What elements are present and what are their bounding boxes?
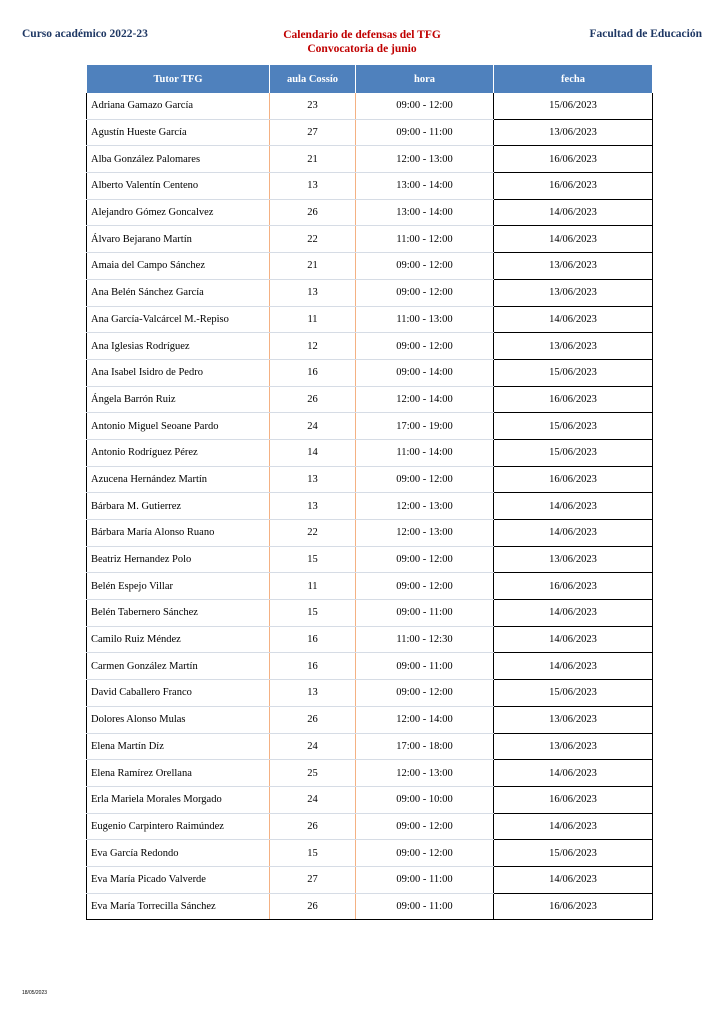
cell-tutor: Bárbara María Alonso Ruano bbox=[87, 520, 270, 547]
cell-fecha: 15/06/2023 bbox=[494, 439, 653, 466]
cell-hora: 17:00 - 18:00 bbox=[356, 733, 494, 760]
table-body bbox=[87, 93, 653, 920]
cell-tutor: Elena Ramírez Orellana bbox=[87, 760, 270, 787]
cell-aula: 13 bbox=[270, 466, 356, 493]
cell-fecha: 14/06/2023 bbox=[494, 813, 653, 840]
table-row bbox=[87, 306, 653, 333]
table-row bbox=[87, 226, 653, 253]
cell-fecha: 16/06/2023 bbox=[494, 573, 653, 600]
cell-fecha: 13/06/2023 bbox=[494, 733, 653, 760]
cell-fecha: 16/06/2023 bbox=[494, 146, 653, 173]
table-row bbox=[87, 813, 653, 840]
cell-aula: 23 bbox=[270, 93, 356, 119]
cell-fecha: 16/06/2023 bbox=[494, 386, 653, 413]
cell-hora: 09:00 - 12:00 bbox=[356, 466, 494, 493]
cell-fecha: 14/06/2023 bbox=[494, 626, 653, 653]
table-row bbox=[87, 146, 653, 173]
cell-tutor: Camilo Ruiz Méndez bbox=[87, 626, 270, 653]
cell-hora: 11:00 - 12:00 bbox=[356, 226, 494, 253]
cell-tutor: Eva María Torrecilla Sánchez bbox=[87, 893, 270, 920]
cell-fecha: 15/06/2023 bbox=[494, 93, 653, 119]
cell-fecha: 14/06/2023 bbox=[494, 520, 653, 547]
table-header bbox=[87, 65, 653, 93]
cell-aula: 27 bbox=[270, 119, 356, 146]
cell-fecha: 13/06/2023 bbox=[494, 253, 653, 280]
cell-aula: 15 bbox=[270, 600, 356, 627]
course-year-label: Curso académico 2022-23 bbox=[22, 28, 148, 40]
table-row bbox=[87, 520, 653, 547]
cell-aula: 24 bbox=[270, 413, 356, 440]
table-row bbox=[87, 413, 653, 440]
cell-aula: 26 bbox=[270, 706, 356, 733]
cell-fecha: 16/06/2023 bbox=[494, 786, 653, 813]
cell-aula: 27 bbox=[270, 866, 356, 893]
cell-hora: 09:00 - 11:00 bbox=[356, 893, 494, 920]
cell-aula: 21 bbox=[270, 253, 356, 280]
column-header-aula: aula Cossío bbox=[270, 65, 356, 93]
cell-hora: 09:00 - 12:00 bbox=[356, 840, 494, 867]
cell-fecha: 13/06/2023 bbox=[494, 119, 653, 146]
cell-fecha: 16/06/2023 bbox=[494, 893, 653, 920]
cell-tutor: Ana Iglesias Rodríguez bbox=[87, 333, 270, 360]
cell-tutor: Agustín Hueste García bbox=[87, 119, 270, 146]
cell-fecha: 14/06/2023 bbox=[494, 653, 653, 680]
cell-hora: 11:00 - 14:00 bbox=[356, 439, 494, 466]
cell-tutor: Eva María Picado Valverde bbox=[87, 866, 270, 893]
table-row bbox=[87, 600, 653, 627]
cell-fecha: 15/06/2023 bbox=[494, 413, 653, 440]
cell-fecha: 14/06/2023 bbox=[494, 493, 653, 520]
cell-aula: 16 bbox=[270, 359, 356, 386]
cell-hora: 13:00 - 14:00 bbox=[356, 173, 494, 200]
cell-hora: 09:00 - 12:00 bbox=[356, 573, 494, 600]
cell-tutor: Azucena Hernández Martín bbox=[87, 466, 270, 493]
cell-aula: 26 bbox=[270, 813, 356, 840]
cell-hora: 09:00 - 14:00 bbox=[356, 359, 494, 386]
cell-fecha: 16/06/2023 bbox=[494, 173, 653, 200]
cell-hora: 11:00 - 13:00 bbox=[356, 306, 494, 333]
cell-aula: 13 bbox=[270, 279, 356, 306]
cell-tutor: Álvaro Bejarano Martín bbox=[87, 226, 270, 253]
table-row bbox=[87, 546, 653, 573]
cell-hora: 12:00 - 13:00 bbox=[356, 760, 494, 787]
cell-aula: 16 bbox=[270, 626, 356, 653]
table-row bbox=[87, 333, 653, 360]
cell-tutor: Dolores Alonso Mulas bbox=[87, 706, 270, 733]
cell-tutor: Ana García-Valcárcel M.-Repiso bbox=[87, 306, 270, 333]
cell-fecha: 15/06/2023 bbox=[494, 680, 653, 707]
cell-fecha: 14/06/2023 bbox=[494, 600, 653, 627]
table-row bbox=[87, 386, 653, 413]
table-row bbox=[87, 173, 653, 200]
title-line-1: Calendario de defensas del TFG bbox=[283, 29, 441, 41]
cell-aula: 22 bbox=[270, 520, 356, 547]
cell-tutor: Ángela Barrón Ruiz bbox=[87, 386, 270, 413]
cell-aula: 21 bbox=[270, 146, 356, 173]
table-row bbox=[87, 733, 653, 760]
cell-fecha: 16/06/2023 bbox=[494, 466, 653, 493]
column-header-tutor: Tutor TFG bbox=[87, 65, 270, 93]
cell-hora: 09:00 - 11:00 bbox=[356, 866, 494, 893]
cell-tutor: Amaia del Campo Sánchez bbox=[87, 253, 270, 280]
cell-aula: 14 bbox=[270, 439, 356, 466]
cell-hora: 12:00 - 13:00 bbox=[356, 520, 494, 547]
cell-fecha: 13/06/2023 bbox=[494, 706, 653, 733]
cell-tutor: Alba González Palomares bbox=[87, 146, 270, 173]
table-row bbox=[87, 866, 653, 893]
cell-tutor: Belén Espejo Villar bbox=[87, 573, 270, 600]
cell-tutor: Antonio Miguel Seoane Pardo bbox=[87, 413, 270, 440]
cell-aula: 26 bbox=[270, 386, 356, 413]
table-row bbox=[87, 199, 653, 226]
cell-tutor: Ana Isabel Isidro de Pedro bbox=[87, 359, 270, 386]
cell-aula: 13 bbox=[270, 493, 356, 520]
table-row bbox=[87, 359, 653, 386]
cell-fecha: 15/06/2023 bbox=[494, 359, 653, 386]
table-row bbox=[87, 279, 653, 306]
cell-tutor: David Caballero Franco bbox=[87, 680, 270, 707]
cell-tutor: Carmen González Martín bbox=[87, 653, 270, 680]
cell-aula: 24 bbox=[270, 733, 356, 760]
table-row bbox=[87, 253, 653, 280]
cell-tutor: Erla Mariela Morales Morgado bbox=[87, 786, 270, 813]
cell-aula: 13 bbox=[270, 680, 356, 707]
cell-tutor: Adriana Gamazo García bbox=[87, 93, 270, 119]
table-row bbox=[87, 653, 653, 680]
cell-aula: 22 bbox=[270, 226, 356, 253]
cell-fecha: 14/06/2023 bbox=[494, 306, 653, 333]
cell-hora: 09:00 - 12:00 bbox=[356, 680, 494, 707]
cell-aula: 25 bbox=[270, 760, 356, 787]
footer-date: 18/05/2023 bbox=[22, 990, 48, 996]
table-row bbox=[87, 493, 653, 520]
cell-aula: 26 bbox=[270, 893, 356, 920]
cell-hora: 09:00 - 12:00 bbox=[356, 279, 494, 306]
cell-tutor: Eugenio Carpintero Raimúndez bbox=[87, 813, 270, 840]
cell-tutor: Alberto Valentín Centeno bbox=[87, 173, 270, 200]
table-row bbox=[87, 680, 653, 707]
cell-aula: 26 bbox=[270, 199, 356, 226]
column-header-hora: hora bbox=[356, 65, 494, 93]
cell-aula: 15 bbox=[270, 840, 356, 867]
cell-hora: 09:00 - 12:00 bbox=[356, 253, 494, 280]
cell-aula: 24 bbox=[270, 786, 356, 813]
cell-hora: 09:00 - 12:00 bbox=[356, 93, 494, 119]
table-row bbox=[87, 119, 653, 146]
table-row bbox=[87, 93, 653, 119]
cell-hora: 12:00 - 14:00 bbox=[356, 706, 494, 733]
table-row bbox=[87, 706, 653, 733]
table-row bbox=[87, 573, 653, 600]
cell-hora: 11:00 - 12:30 bbox=[356, 626, 494, 653]
table-row bbox=[87, 626, 653, 653]
cell-tutor: Belén Tabernero Sánchez bbox=[87, 600, 270, 627]
cell-fecha: 14/06/2023 bbox=[494, 760, 653, 787]
defense-schedule-table bbox=[86, 65, 653, 920]
cell-hora: 09:00 - 12:00 bbox=[356, 546, 494, 573]
cell-hora: 13:00 - 14:00 bbox=[356, 199, 494, 226]
table-row bbox=[87, 466, 653, 493]
cell-aula: 11 bbox=[270, 573, 356, 600]
title-line-2: Convocatoria de junio bbox=[307, 43, 417, 55]
cell-aula: 16 bbox=[270, 653, 356, 680]
cell-fecha: 14/06/2023 bbox=[494, 866, 653, 893]
cell-hora: 17:00 - 19:00 bbox=[356, 413, 494, 440]
cell-tutor: Bárbara M. Gutierrez bbox=[87, 493, 270, 520]
faculty-label: Facultad de Educación bbox=[589, 28, 702, 40]
cell-fecha: 15/06/2023 bbox=[494, 840, 653, 867]
table-row bbox=[87, 840, 653, 867]
cell-tutor: Ana Belén Sánchez García bbox=[87, 279, 270, 306]
cell-aula: 11 bbox=[270, 306, 356, 333]
cell-aula: 12 bbox=[270, 333, 356, 360]
cell-fecha: 13/06/2023 bbox=[494, 279, 653, 306]
cell-aula: 13 bbox=[270, 173, 356, 200]
table-row bbox=[87, 439, 653, 466]
table-row bbox=[87, 760, 653, 787]
cell-hora: 09:00 - 12:00 bbox=[356, 333, 494, 360]
column-header-fecha: fecha bbox=[494, 65, 653, 93]
cell-tutor: Elena Martín Díz bbox=[87, 733, 270, 760]
cell-hora: 12:00 - 13:00 bbox=[356, 493, 494, 520]
cell-hora: 09:00 - 11:00 bbox=[356, 119, 494, 146]
cell-tutor: Beatriz Hernandez Polo bbox=[87, 546, 270, 573]
cell-hora: 09:00 - 11:00 bbox=[356, 600, 494, 627]
cell-hora: 12:00 - 14:00 bbox=[356, 386, 494, 413]
cell-fecha: 13/06/2023 bbox=[494, 546, 653, 573]
cell-hora: 09:00 - 10:00 bbox=[356, 786, 494, 813]
table-row bbox=[87, 786, 653, 813]
cell-fecha: 14/06/2023 bbox=[494, 199, 653, 226]
cell-aula: 15 bbox=[270, 546, 356, 573]
cell-tutor: Eva García Redondo bbox=[87, 840, 270, 867]
cell-fecha: 13/06/2023 bbox=[494, 333, 653, 360]
cell-hora: 09:00 - 12:00 bbox=[356, 813, 494, 840]
cell-hora: 09:00 - 11:00 bbox=[356, 653, 494, 680]
cell-tutor: Alejandro Gómez Goncalvez bbox=[87, 199, 270, 226]
cell-hora: 12:00 - 13:00 bbox=[356, 146, 494, 173]
table-row bbox=[87, 893, 653, 920]
cell-tutor: Antonio Rodríguez Pérez bbox=[87, 439, 270, 466]
cell-fecha: 14/06/2023 bbox=[494, 226, 653, 253]
